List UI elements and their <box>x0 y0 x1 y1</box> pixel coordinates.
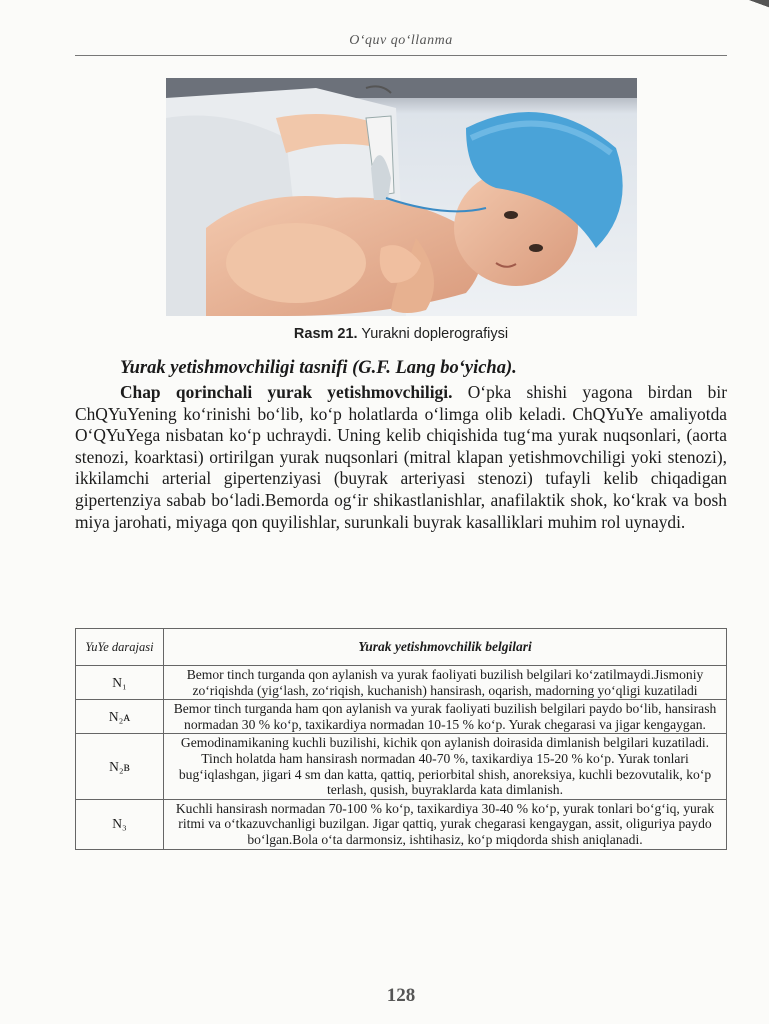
table-row <box>76 799 727 849</box>
description-cell: Kuchli hansirash normadan 70-100 % ko‘p, taxikardiya 30-40 % ko‘p, yurak tonlari bo‘g‘iq, yurak ritmi va o‘tkazuvchanligi buzilgan. Jigar qattiq, yurak chegarasi kengaygan, assit, oliguriya paydo bo‘lgan.Bola o‘ta darmonsiz, ishtihasiz, ko‘p miqdorda shish aniqlanadi. <box>164 799 727 849</box>
table-row <box>76 666 727 700</box>
table-row <box>76 734 727 799</box>
page-corner-mark <box>747 0 769 16</box>
description-cell: Gemodinamikaning kuchli buzilishi, kichik qon aylanish doirasida dimlanish belgilari kuzatiladi. Tinch holatda ham hansirash normadan 40-70 %, taxikardiya 15-20 % ko‘p. Yurak tonlari bug‘iqlashgan, jigari 4 sm dan katta, qattiq, periorbital shish, anoreksiya, kuchli bezovutalik, ko‘p terlash, qusish, buyraklarda kata dimlanish. <box>164 734 727 799</box>
header-rule <box>75 55 727 56</box>
table-row <box>76 700 727 734</box>
grade-cell: N₂ᴀ <box>76 700 164 734</box>
figure-caption-label: Rasm 21. <box>293 326 358 342</box>
table-header-row <box>76 629 727 666</box>
grade-cell: N₁ <box>76 666 164 700</box>
grade-cell: N₃ <box>76 799 164 849</box>
section-subheading: Yurak yetishmovchiligi tasnifi (G.F. Lang bo‘yicha). <box>120 358 517 378</box>
grade-cell: N₂ʙ <box>76 734 164 799</box>
body-paragraph <box>75 382 727 533</box>
column-header-signs: Yurak yetishmovchilik belgilari <box>164 629 727 666</box>
description-cell: Bemor tinch turganda qon aylanish va yurak faoliyati buzilish belgilari ko‘zatilmaydi.Jismoniy zo‘riqishda (yig‘lash, zo‘riqish, kuchanish) hansirash, oqarish, madorning yo‘qligi kuzatiladi <box>164 666 727 700</box>
child-ultrasound-illustration <box>166 78 637 316</box>
page-number: 128 <box>386 985 416 1006</box>
description-cell: Bemor tinch turganda ham qon aylanish va yurak faoliyati buzilish belgilari paydo bo‘lib, hansirash normadan 30 % ko‘p, taxikardiya normadan 10-15 % ko‘p. Yurak chegarasi va jigar kengaygan. <box>164 700 727 734</box>
figure-caption <box>75 326 727 342</box>
heart-failure-table <box>75 628 727 850</box>
column-header-grade: YuYe darajasi <box>76 629 164 666</box>
running-title: O‘quv qo‘llanma <box>349 33 453 48</box>
figure-photo <box>166 78 637 316</box>
figure-caption-text: Yurakni doplerografiysi <box>361 326 509 342</box>
paragraph-lead: Chap qorinchali yurak yetishmovchiligi. <box>120 382 453 402</box>
paragraph-text: O‘pka shishi yagona birdan bir ChQYuYening ko‘rinishi bo‘lib, ko‘p holatlarda o‘limga olib keladi. ChQYuYe amaliyotda O‘QYuYega nisbatan ko‘p uchraydi. Uning kelib chiqishida tug‘ma yurak nuqsonlari, (aorta stenozi, koarktasi) ortirilgan yurak nuqsonlari (mitral klapan yetishmovchiligi yoki stenozi), ikkilamchi arterial gipertenziyasi (buyrak arteriyasi stenozi) tufayli kelib chiqadigan gipertenziya sabab bo‘ladi.Bemorda og‘ir shikastlanishlar, anafilaktik shok, ko‘krak va bosh miya jarohati, miyaga qon quyilishlar, surunkali buyrak kasalliklari muhim rol uynaydi. <box>75 382 727 532</box>
